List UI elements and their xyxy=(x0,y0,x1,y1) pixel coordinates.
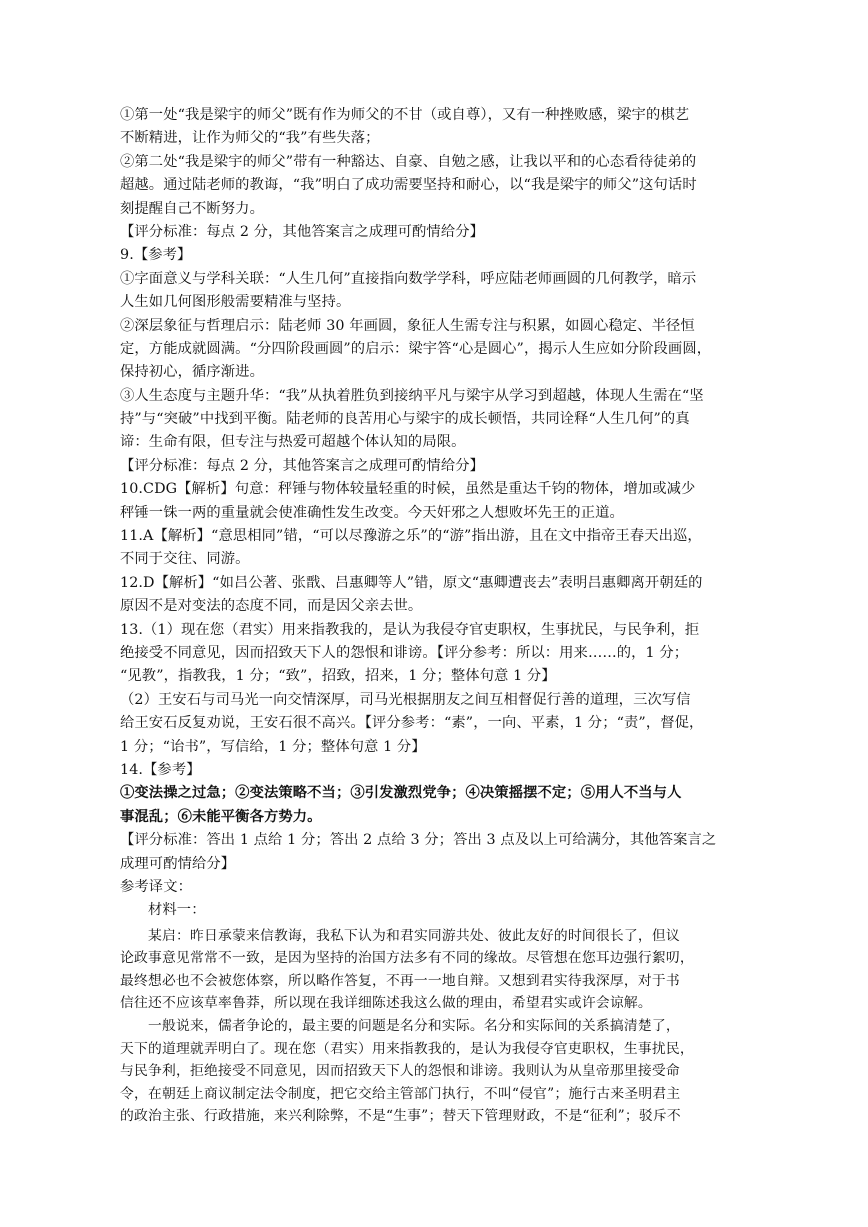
text-line: 定，方能成就圆满。“分四阶段画圆”的启示：梁宇答“心是圆心”，揭示人生应如分阶段画圆， xyxy=(120,340,712,357)
text-line: “见教”，指教我，1 分；“致”，招致，招来，1 分；整体句意 1 分】 xyxy=(120,668,556,685)
translation-line: 的政治主张、行政措施，来兴利除弊，不是“生事”；替天下管理财政，不是“征利”；驳斥不 xyxy=(120,1108,681,1125)
answer-14-points: 事混乱；⑥未能平衡各方势力。 xyxy=(120,808,322,825)
answer-13-part-1: 13.（1）现在您（君实）用来指教我的，是认为我侵夺官吏职权，生事扰民，与民争利，拒 xyxy=(120,621,700,638)
translation-line: 与民争利，拒绝接受不同意见，因而招致天下人的怨恨和诽谤。我则认为从皇帝那里接受命 xyxy=(120,1063,680,1080)
text-line: ②第二处“我是梁宇的师父”带有一种豁达、自豪、自勉之感，让我以平和的心态看待徒弟的 xyxy=(120,153,697,170)
scoring-note: 【评分标准：答出 1 点给 1 分；答出 2 点给 3 分；答出 3 点及以上可给满分，其他答案言之 xyxy=(120,832,717,849)
question-heading-14: 14.【参考】 xyxy=(120,761,201,778)
answer-key-content xyxy=(120,104,738,1128)
text-line: 谛：生命有限，但专注与热爱可超越个体认知的局限。 xyxy=(120,434,466,451)
text-line: 保持初心，循序渐进。 xyxy=(120,364,264,381)
text-line: 1 分；“诒书”，写信给，1 分；整体句意 1 分】 xyxy=(120,738,426,755)
text-line: ①字面意义与学科关联：“人生几何”直接指向数学学科，呼应陆老师画圆的几何教学，暗示 xyxy=(120,270,697,287)
translation-line: 一般说来，儒者争论的，最主要的问题是名分和实际。名分和实际间的关系搞清楚了， xyxy=(148,1018,680,1035)
translation-line: 最终想必也不会被您体察，所以略作答复，不再一一地自辩。又想到君实待我深厚，对于书 xyxy=(120,972,680,989)
text-line: 原因不是对变法的态度不同，而是因父亲去世。 xyxy=(120,598,423,615)
translation-line: 令，在朝廷上商议制定法令制度，把它交给主管部门执行，不叫“侵官”；施行古来圣明君主 xyxy=(120,1085,681,1102)
translation-line: 信往还不应该草率鲁莽，所以现在我详细陈述我这么做的理由，希望君实或许会谅解。 xyxy=(120,995,652,1012)
translation-block xyxy=(120,925,738,1128)
text-line: 秤锤一铢一两的重量就会使准确性发生改变。今天奸邪之人想败坏先王的正道。 xyxy=(120,504,624,521)
text-line: 给王安石反复劝说，王安石很不高兴。【评分参考：“素”，一向、平素，1 分；“责”，督促， xyxy=(120,715,704,732)
text-line: 刻提醒自己不断努力。 xyxy=(120,200,264,217)
text-line: 持”与“突破”中找到平衡。陆老师的良苦用心与梁宇的成长顿悟，共同诠释“人生几何”的真 xyxy=(120,411,690,428)
translation-line: 天下的道理就弄明白了。现在您（君实）用来指教我的，是认为我侵夺官吏职权，生事扰民， xyxy=(120,1040,694,1057)
material-one-label: 材料一： xyxy=(148,902,206,919)
text-line: ①第一处“我是梁宇的师父”既有作为师父的不甘（或自尊），又有一种挫败感，梁宇的棋艺 xyxy=(120,107,690,123)
answer-13-part-2: （2）王安石与司马光一向交情深厚，司马光根据朋友之间互相督促行善的道理，三次写信 xyxy=(120,691,691,708)
text-line: 人生如几何图形般需要精准与坚持。 xyxy=(120,294,351,311)
text-line: 不断精进，让作为师父的“我”有些失落； xyxy=(120,130,380,147)
scoring-note: 【评分标准：每点 2 分，其他答案言之成理可酌情给分】 xyxy=(120,457,485,474)
text-line: 超越。通过陆老师的教诲，“我”明白了成功需要坚持和耐心，以“我是梁宇的师父”这句话时 xyxy=(120,177,697,194)
answer-10: 10.CDG【解析】句意：秤锤与物体较量轻重的时候，虽然是重达千钧的物体，增加或减少 xyxy=(120,481,696,498)
answer-14-points: ①变法操之过急；②变法策略不当；③引发激烈党争；④决策摇摆不定；⑤用人不当与人 xyxy=(120,785,682,802)
text-line: 成理可酌情给分】 xyxy=(120,855,236,872)
translation-heading: 参考译文： xyxy=(120,878,192,895)
answer-12: 12.D【解析】“如吕公著、张戬、吕惠卿等人”错，原文“惠卿遭丧去”表明吕惠卿离开朝廷的 xyxy=(120,574,703,591)
text-line: ②深层象征与哲理启示：陆老师 30 年画圆，象征人生需专注与积累，如圆心稳定、半径恒 xyxy=(120,317,695,334)
question-heading-9: 9.【参考】 xyxy=(120,247,192,264)
text-line: 绝接受不同意见，因而招致天下人的怨恨和诽谤。【评分参考：所以：用来……的，1 分； xyxy=(120,644,689,661)
translation-line: 论政事意见常常不一致，是因为坚持的治国方法多有不同的缘故。尽管想在您耳边强行絮叨， xyxy=(120,950,694,967)
answer-11: 11.A【解析】“意思相同”错，“可以尽豫游之乐”的“游”指出游，且在文中指帝王春天出巡， xyxy=(120,528,702,545)
text-line: ③人生态度与主题升华：“我”从执着胜负到接纳平凡与梁宇从学习到超越，体现人生需在“坚 xyxy=(120,387,704,404)
scoring-note: 【评分标准：每点 2 分，其他答案言之成理可酌情给分】 xyxy=(120,223,485,240)
text-line: 不同于交往、同游。 xyxy=(120,551,250,568)
translation-line: 某启：昨日承蒙来信教诲，我私下认为和君实同游共处、彼此友好的时间很长了，但议 xyxy=(148,927,680,944)
